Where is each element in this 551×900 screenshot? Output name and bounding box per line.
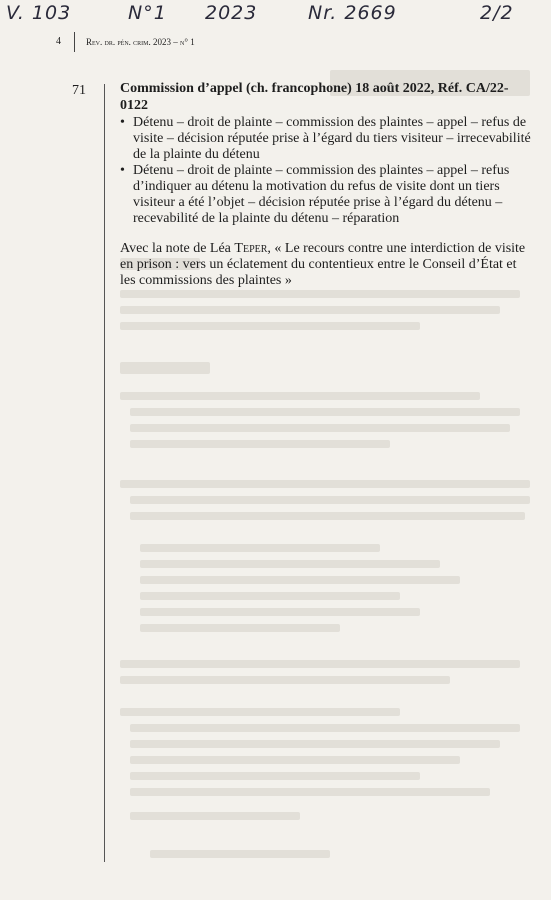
page-number: 4 (56, 36, 61, 47)
note-title: , « Le recours contre une interdiction de visite en prison : vers un éclatement du contentieux entre le Conseil d’État et les commissions des plaintes » (120, 241, 526, 288)
keyword-text: Détenu – droit de plainte – commission des plaintes – appel – refus de visite – décision réputée prise à l’égard du tiers visiteur – irrecevabilité de la plainte du détenu (133, 115, 531, 162)
handwritten-pages: 2/2 (480, 2, 514, 24)
keyword-bullet (120, 163, 532, 227)
running-title: Rev. dr. pén. crim. 2023 – n° 1 (86, 37, 195, 47)
bullet-icon: • (120, 115, 125, 130)
handwritten-volume: V. 103 (6, 2, 72, 24)
margin-rule (104, 84, 105, 862)
note-author: Teper (234, 241, 268, 256)
handwritten-year: 2023 (205, 2, 258, 24)
keyword-bullet (120, 115, 532, 163)
header-divider (74, 32, 75, 52)
bullet-icon: • (120, 163, 125, 178)
entry-title: Commission d’appel (ch. francophone) 18 août 2022, Réf. CA/22-0122 (120, 81, 509, 113)
note-reference (120, 241, 532, 289)
entry-body (120, 80, 532, 289)
note-prefix: Avec la note de Léa (120, 241, 235, 256)
keyword-text: Détenu – droit de plainte – commission des plaintes – appel – refus d’indiquer au détenu la motivation du refus de visite dont un tiers visiteur a été l’objet – décision réputée prise à l’égard du détenu – recevabilité de la plainte du détenu – réparation (133, 163, 510, 226)
handwritten-annotation (0, 0, 551, 28)
handwritten-issue: N°1 (128, 2, 167, 24)
entry-number: 71 (72, 83, 86, 98)
handwritten-reference: Nr. 2669 (308, 2, 397, 24)
